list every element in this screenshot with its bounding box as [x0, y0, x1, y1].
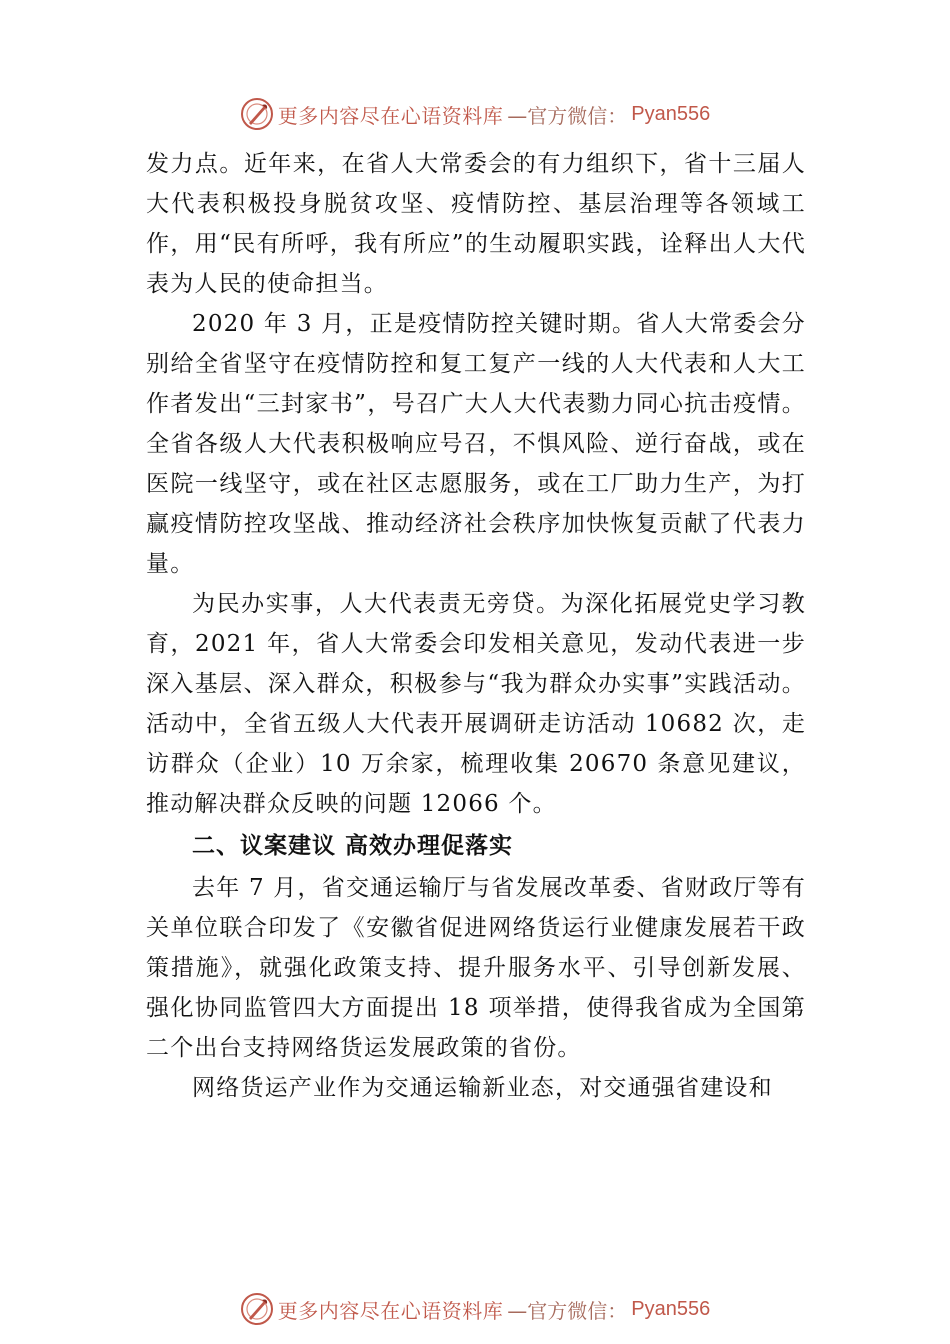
watermark-account-text: Pyan556: [631, 102, 711, 125]
red-quill-logo-icon: [240, 1292, 274, 1326]
section-heading: 二、议案建议 高效办理促落实: [192, 833, 514, 859]
red-quill-logo-icon: [240, 97, 274, 131]
paragraph-5: 网络货运产业作为交通运输新业态，对交通强省建设和: [192, 1075, 773, 1101]
watermark-brand-text: 更多内容尽在心语资料库: [277, 1298, 504, 1323]
watermark-separator-text: —官方微信：: [507, 1298, 628, 1323]
watermark-brand-text: 更多内容尽在心语资料库: [277, 103, 504, 128]
paragraph-4: 去年 7 月，省交通运输厅与省发展改革委、省财政厅等有关单位联合印发了《安徽省促进网络货运行业健康发展若干政策措施》，就强化政策支持、提升服务水平、引导创新发展、强化协同监管四大方面提出 18 项举措，使得我省成为全国第二个出台支持网络货运发展政策的省份。: [146, 875, 806, 1061]
paragraph-2: 2020 年 3 月，正是疫情防控关键时期。省人大常委会分别给全省坚守在疫情防控和复工复产一线的人大代表和人大工作者发出“三封家书”，号召广大人大代表勠力同心抗击疫情。全省各级人大代表积极响应号召，不惧风险、逆行奋战，或在医院一线坚守，或在社区志愿服务，或在工厂助力生产，为打赢疫情防控攻坚战、推动经济社会秩序加快恢复贡献了代表力量。: [146, 311, 806, 577]
watermark-account-text: Pyan556: [631, 1297, 711, 1320]
paragraph-1: 发力点。近年来，在省人大常委会的有力组织下，省十三届人大代表积极投身脱贫攻坚、疫情防控、基层治理等各领域工作，用“民有所呼，我有所应”的生动履职实践，诠释出人大代表为人民的使命担当。: [146, 151, 806, 297]
paragraph-3: 为民办实事，人大代表责无旁贷。为深化拓展党史学习教育，2021 年，省人大常委会印发相关意见，发动代表进一步深入基层、深入群众，积极参与“我为群众办实事”实践活动。活动中，全省五级人大代表开展调研走访活动 10682 次，走访群众（企业）10 万余家，梳理收集 20670 条意见建议，推动解决群众反映的问题 12066 个。: [146, 591, 806, 817]
header-watermark: [0, 94, 950, 134]
document-body: [146, 144, 806, 1108]
footer-watermark: [0, 1289, 950, 1329]
watermark-separator-text: —官方微信：: [507, 103, 628, 128]
